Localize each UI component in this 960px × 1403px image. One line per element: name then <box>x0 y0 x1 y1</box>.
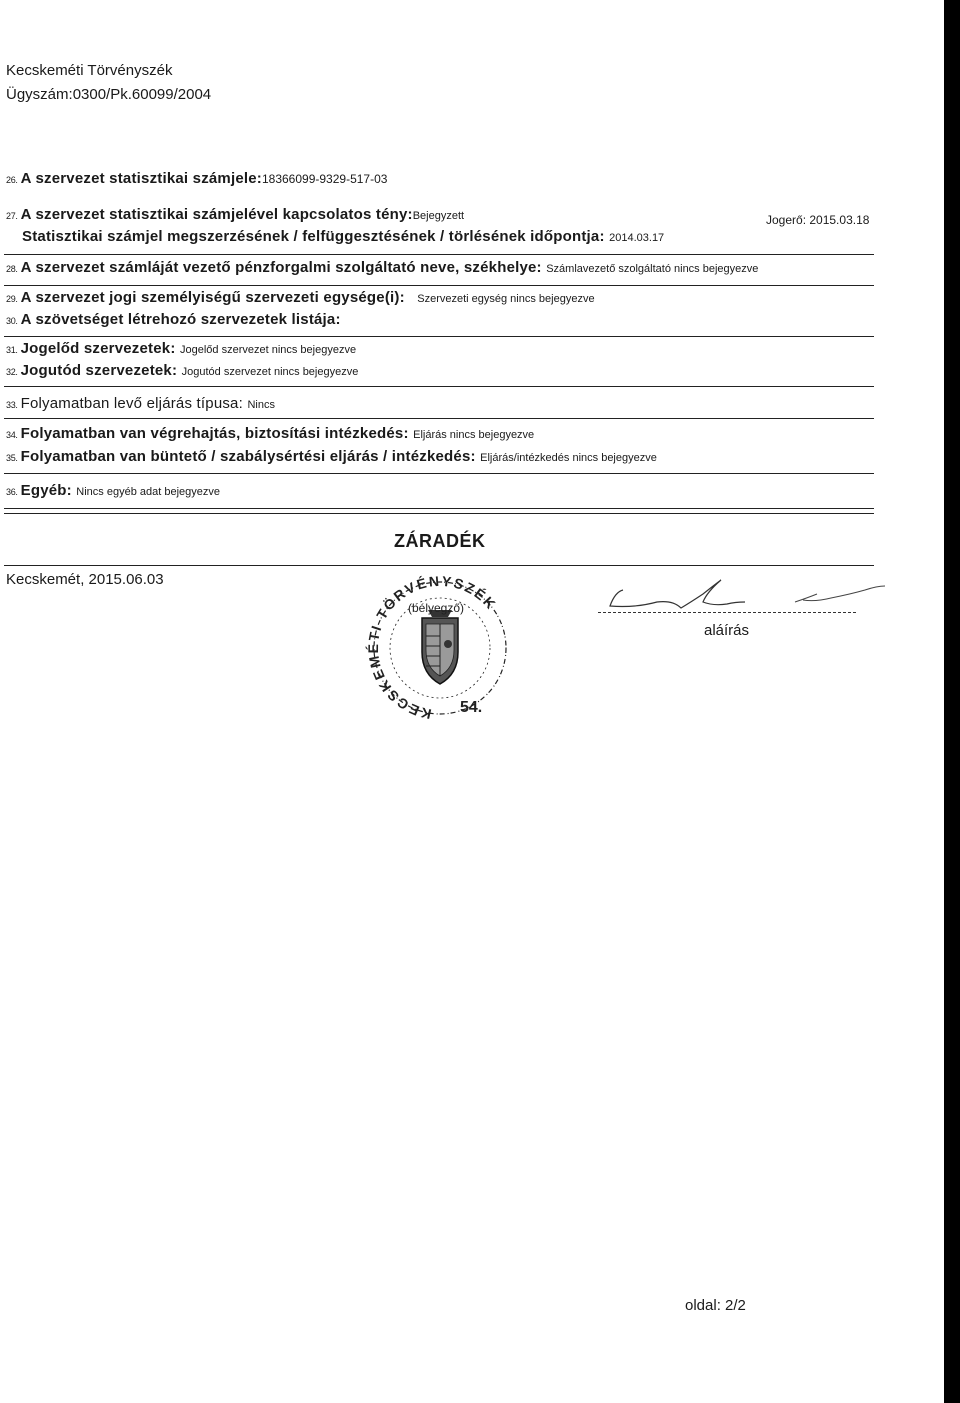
item-label: A szervezet statisztikai számjele: <box>20 170 262 187</box>
divider <box>4 336 874 337</box>
item-number: 31. <box>6 345 18 355</box>
item-value: Nincs <box>247 399 275 411</box>
item-number: 34. <box>6 430 18 440</box>
signature-line <box>598 612 856 613</box>
item-sub-value: 2014.03.17 <box>609 232 665 244</box>
item-label: A szervezet statisztikai számjelével kapcsolatos tény: <box>20 206 413 223</box>
item-28 <box>6 259 758 277</box>
item-label: Egyéb: <box>20 482 72 499</box>
divider <box>4 418 874 419</box>
item-value: Számlavezető szolgáltató nincs bejegyezve <box>546 263 759 275</box>
scan-edge <box>944 0 960 1403</box>
divider <box>4 285 874 286</box>
divider <box>4 513 874 514</box>
divider <box>4 254 874 255</box>
item-number: 28. <box>6 264 18 274</box>
item-33 <box>6 395 275 413</box>
case-number: 0300/Pk.60099/2004 <box>72 86 212 103</box>
item-number: 30. <box>6 316 18 326</box>
court-stamp-icon <box>360 570 520 720</box>
item-27 <box>6 206 464 224</box>
item-34 <box>6 425 534 443</box>
item-value: Jogelőd szervezet nincs bejegyezve <box>179 344 357 356</box>
clause-title: ZÁRADÉK <box>394 531 486 551</box>
item-label: A szervezet számláját vezető pénzforgalmi szolgáltató neve, székhelye: <box>20 259 542 276</box>
item-29 <box>6 289 595 307</box>
stamp-number: 54. <box>460 699 483 716</box>
item-label: Jogelőd szervezetek: <box>20 340 176 357</box>
item-label: A szervezet jogi személyiségű szervezeti egysége(i): <box>20 289 405 306</box>
case-label: Ügyszám: <box>6 86 73 103</box>
item-value: Szervezeti egység nincs bejegyezve <box>417 293 595 305</box>
item-number: 35. <box>6 453 18 463</box>
item-value: Eljárás/intézkedés nincs bejegyezve <box>480 452 657 464</box>
effective-date: Jogerő: 2015.03.18 <box>766 213 870 227</box>
item-31 <box>6 340 356 358</box>
signature-label: aláírás <box>704 622 750 639</box>
item-value: Eljárás nincs bejegyezve <box>413 429 535 441</box>
stamp-label: (bélyegző) <box>408 601 465 615</box>
place-date: Kecskemét, 2015.06.03 <box>6 571 164 588</box>
item-36 <box>6 482 220 500</box>
item-value: 18366099-9329-517-03 <box>261 172 388 186</box>
item-number: 32. <box>6 367 18 377</box>
item-number: 27. <box>6 211 18 221</box>
item-value: Jogutód szervezet nincs bejegyezve <box>181 366 359 378</box>
court-name: Kecskeméti Törvényszék <box>6 62 173 79</box>
item-value: Nincs egyéb adat bejegyezve <box>76 486 221 498</box>
item-label: Folyamatban van büntető / szabálysértési eljárás / intézkedés: <box>20 448 476 465</box>
court-stamp <box>360 570 520 720</box>
item-sub-label: Statisztikai számjel megszerzésének / felfüggesztésének / törlésének időpontja: <box>22 228 605 245</box>
item-label: A szövetséget létrehozó szervezetek listája: <box>20 311 341 328</box>
divider <box>4 565 874 566</box>
item-32 <box>6 362 358 380</box>
case-number-line <box>6 86 211 103</box>
coat-of-arms-icon <box>422 610 458 684</box>
divider <box>4 386 874 387</box>
page-number: oldal: 2/2 <box>685 1297 746 1314</box>
item-number: 36. <box>6 487 18 497</box>
item-number: 26. <box>6 175 18 185</box>
item-label: Folyamatban van végrehajtás, biztosítási intézkedés: <box>20 425 409 442</box>
item-label: Folyamatban levő eljárás típusa: <box>20 395 243 412</box>
handwritten-signature-icon <box>595 572 885 622</box>
item-number: 29. <box>6 294 18 304</box>
divider <box>4 473 874 474</box>
divider <box>4 508 874 509</box>
item-30 <box>6 311 341 329</box>
stamp-ring-text: KECSKEMÉTI TÖRVÉNYSZÉK <box>365 572 500 720</box>
item-35 <box>6 448 657 466</box>
item-label: Jogutód szervezetek: <box>20 362 178 379</box>
item-27-sub <box>22 228 664 246</box>
item-number: 33. <box>6 400 18 410</box>
item-26 <box>6 170 387 188</box>
item-value: Bejegyzett <box>412 210 465 222</box>
